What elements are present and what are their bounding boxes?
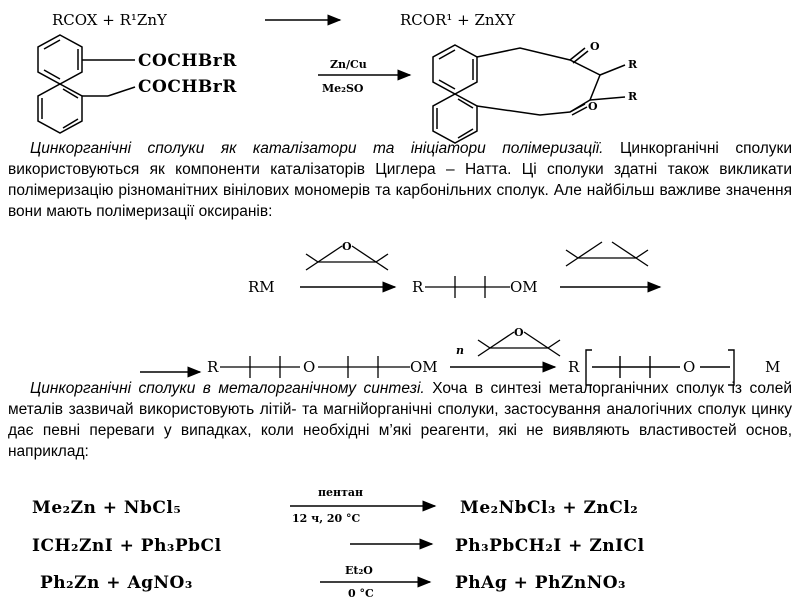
polymerization-row-1 xyxy=(248,240,660,298)
product-ring-2 xyxy=(433,94,477,143)
oxirane-1-o: O xyxy=(342,240,352,253)
reaction-1-below: 12 ч, 20 °C xyxy=(292,512,361,525)
start-rm: RM xyxy=(248,278,275,296)
reaction-1 xyxy=(32,486,638,525)
reagent-below: Me₂SO xyxy=(322,82,364,95)
reactant-ring-1 xyxy=(38,35,82,84)
product-oxygen-1: O xyxy=(590,40,600,53)
reaction-1-left: Me₂Zn + NbCl₅ xyxy=(32,498,182,518)
reaction-1-right: Me₂NbCl₃ + ZnCl₂ xyxy=(460,498,639,518)
reaction-3-left: Ph₂Zn + AgNO₃ xyxy=(40,573,193,593)
reaction-top-left: RCOX + R¹ZnY xyxy=(52,11,167,29)
paragraph-1 xyxy=(8,138,792,222)
product-m: M xyxy=(765,358,781,376)
product-r-1: R xyxy=(628,58,638,71)
reaction-2-right: Ph₃PbCH₂I + ZnICl xyxy=(455,536,645,556)
polymerization-row-2 xyxy=(140,326,780,385)
product-o: O xyxy=(683,358,696,376)
intermediate-r: R xyxy=(412,278,424,296)
reaction-3-above: Et₂O xyxy=(345,564,373,577)
n-label: n xyxy=(456,344,464,357)
row2-o: O xyxy=(303,358,316,376)
reaction-top-right: RCOR¹ + ZnXY xyxy=(400,11,516,29)
product-ring-1 xyxy=(433,45,477,94)
row2-r: R xyxy=(207,358,219,376)
oxirane-3-o: O xyxy=(514,326,524,339)
reactant-ring-2 xyxy=(38,84,82,133)
product-oxygen-2: O xyxy=(588,100,598,113)
reaction-3-below: 0 °C xyxy=(348,587,374,600)
paragraph-2-heading: Цинкорганічні сполуки в металорганічному синтезі. xyxy=(30,380,425,397)
reaction-2-left: ICH₂ZnI + Ph₃PbCl xyxy=(32,536,222,556)
product-r-2: R xyxy=(628,90,638,103)
reaction-top xyxy=(52,11,516,29)
paragraph-1-heading: Цинкорганічні сполуки як каталізатори та ініціатори полімеризації. xyxy=(30,140,604,157)
paragraph-2 xyxy=(8,378,792,462)
reaction-3-right: PhAg + PhZnNO₃ xyxy=(455,573,627,593)
intermediate-om: OM xyxy=(510,278,538,296)
reagent-above: Zn/Cu xyxy=(330,58,367,71)
reaction-3 xyxy=(40,564,626,600)
product-r: R xyxy=(568,358,580,376)
paragraph-2-body: Хоча в синтезі металорганічних сполук із солей металів зазвичай використовують літій- та магнійорганічні сполуки, застосування аналогічних сполук цинку дає певні переваги у випадках, коли необхідні м’які реагенти, які не виявляють властивостей основ, наприклад: xyxy=(8,380,793,460)
substituent-1: COCHBrR xyxy=(138,51,237,71)
reaction-2 xyxy=(32,536,645,556)
row2-om: OM xyxy=(410,358,438,376)
product-diketone-ring xyxy=(477,48,600,115)
reaction-1-above: пентан xyxy=(318,486,364,499)
paragraph-1-body: Цинкорганічні сполуки використовуються як компоненти каталізаторів Циглера – Натта. Ці сполуки здатні також викликати полімеризацію різноманітних вінілових мономерів та карбонільних сполук. Але найбільш важливе значення вони мають полімеризації оксиранів: xyxy=(8,140,792,220)
substituent-2: COCHBrR xyxy=(138,77,237,97)
